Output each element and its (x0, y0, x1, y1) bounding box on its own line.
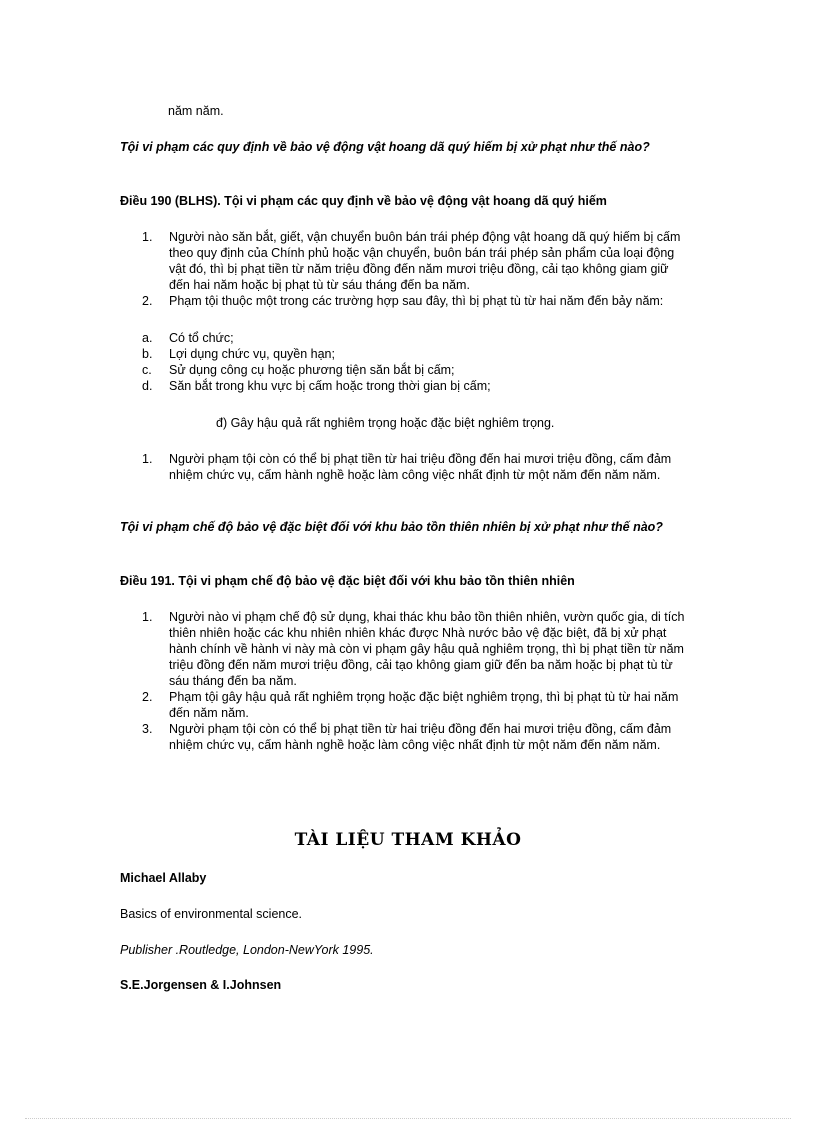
list-item-text: Phạm tội gây hậu quả rất nghiêm trọng hoặc đặc biệt nghiêm trọng, thì bị phạt tù từ hai năm đến năm năm. (169, 690, 679, 720)
article-190-list-continued (142, 451, 687, 483)
list-item-text: Săn bắt trong khu vực bị cấm hoặc trong thời gian bị cấm; (169, 379, 491, 393)
list-item (142, 330, 662, 346)
article-190-list (142, 229, 687, 309)
question-heading-2: Tội vi phạm chế độ bảo vệ đặc biệt đối với khu bảo tồn thiên nhiên bị xử phạt như thế nào? (120, 520, 663, 534)
list-item-text: Người nào săn bắt, giết, vận chuyển buôn bán trái phép động vật hoang dã quý hiếm bị cấm theo quy định của Chính phủ hoặc vận chuyển, buôn bán trái phép sản phẩm của loại động vật đó, thì bị phạt tiền từ năm triệu đồng đến năm mươi triệu đồng, cải tạo không giam giữ đến hai năm hoặc bị phạt tù từ sáu tháng đến ba năm. (169, 230, 681, 292)
continuation-text: năm năm. (168, 104, 224, 118)
list-item (142, 293, 687, 309)
list-item-number: 1. (142, 610, 153, 624)
reference-2-author: S.E.Jorgensen & I.Johnsen (120, 978, 282, 992)
list-item (142, 721, 687, 753)
list-item-text: Phạm tội thuộc một trong các trường hợp sau đây, thì bị phạt tù từ hai năm đến bảy năm: (169, 294, 664, 308)
list-item-text: Người nào vi phạm chế độ sử dụng, khai thác khu bảo tồn thiên nhiên, vườn quốc gia, di tích thiên nhiên hoặc các khu nhiên nhiên khác được Nhà nước bảo vệ đặc biệt, đã bị xử phạt hành chính về hành vi này mà còn vi phạm gây hậu quả nghiêm trọng, thì bị phạt tiền từ năm triệu đồng đến năm mươi triệu đồng, cải tạo không giam giữ đến ba năm hoặc bị phạt tù từ sáu tháng đến ba năm. (169, 610, 685, 688)
references-heading: TÀI LIỆU THAM KHẢO (294, 830, 522, 850)
list-item-text: Có tổ chức; (169, 331, 234, 345)
reference-1-title: Basics of environmental science. (120, 907, 303, 921)
page-bottom-divider (25, 1118, 791, 1119)
article-190-title: Điều 190 (BLHS). Tội vi phạm các quy định về bảo vệ động vật hoang dã quý hiếm (120, 194, 607, 208)
list-item (142, 451, 687, 483)
sub-item-e: đ) Gây hậu quả rất nghiêm trọng hoặc đặc biệt nghiêm trọng. (216, 416, 555, 430)
list-item-text: Người phạm tội còn có thể bị phạt tiền từ hai triệu đồng đến hai mươi triệu đồng, cấm đảm nhiệm chức vụ, cấm hành nghề hoặc làm công việc nhất định từ một năm đến năm năm. (169, 452, 672, 482)
list-item-text: Người phạm tội còn có thể bị phạt tiền từ hai triệu đồng đến hai mươi triệu đồng, cấm đảm nhiệm chức vụ, cấm hành nghề hoặc làm công việc nhất định từ một năm đến năm năm. (169, 722, 672, 752)
list-item (142, 346, 662, 362)
list-item (142, 609, 687, 689)
list-item-letter: d. (142, 379, 153, 393)
reference-1-publisher: Publisher .Routledge, London-NewYork 1995. (120, 943, 374, 957)
article-191-title: Điều 191. Tội vi phạm chế độ bảo vệ đặc biệt đối với khu bảo tồn thiên nhiên (120, 574, 575, 588)
list-item (142, 689, 687, 721)
list-item-text: Sử dụng công cụ hoặc phương tiện săn bắt bị cấm; (169, 363, 455, 377)
list-item-number: 2. (142, 690, 153, 704)
list-item-number: 1. (142, 452, 153, 466)
article-190-sub-list (142, 330, 662, 394)
list-item-letter: a. (142, 331, 153, 345)
list-item-letter: c. (142, 363, 152, 377)
list-item-text: Lợi dụng chức vụ, quyền hạn; (169, 347, 335, 361)
question-heading-1: Tội vi phạm các quy định về bảo vệ động vật hoang dã quý hiếm bị xử phạt như thế nào? (120, 140, 650, 154)
list-item (142, 378, 662, 394)
article-191-list (142, 609, 687, 753)
list-item (142, 229, 687, 293)
list-item (142, 362, 662, 378)
list-item-letter: b. (142, 347, 153, 361)
list-item-number: 1. (142, 230, 153, 244)
reference-1-author: Michael Allaby (120, 871, 207, 885)
list-item-number: 3. (142, 722, 153, 736)
list-item-number: 2. (142, 294, 153, 308)
